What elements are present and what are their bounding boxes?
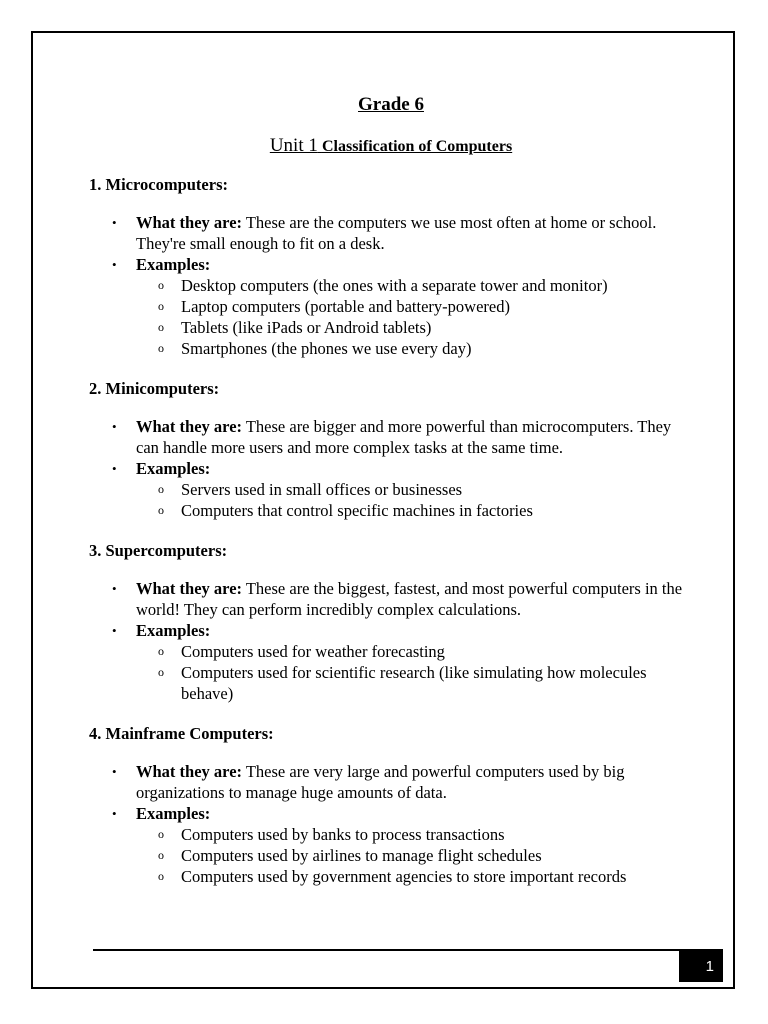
bullet-icon: • xyxy=(112,419,117,434)
examples-list xyxy=(136,641,689,704)
sub-bullet-icon: o xyxy=(158,341,164,355)
examples-item xyxy=(89,803,689,887)
section-heading: 3. Supercomputers: xyxy=(89,541,228,560)
unit-title xyxy=(89,133,689,159)
sub-bullet-icon: o xyxy=(158,869,164,883)
section-gap xyxy=(89,704,689,723)
example-text: Computers used for weather forecasting xyxy=(181,642,445,661)
sections-container xyxy=(89,174,689,887)
sub-bullet-icon: o xyxy=(158,827,164,841)
document-body xyxy=(89,90,689,887)
examples-label: Examples: xyxy=(136,804,211,823)
what-label: What they are: xyxy=(136,579,243,598)
bullet-icon: • xyxy=(112,623,117,638)
examples-label: Examples: xyxy=(136,459,211,478)
what-they-are-item xyxy=(89,212,689,254)
unit-number: Unit 1 xyxy=(269,135,318,156)
bullet-icon: • xyxy=(112,215,117,230)
example-text: Laptop computers (portable and battery-powered) xyxy=(181,297,510,316)
what-label: What they are: xyxy=(136,417,243,436)
section-1 xyxy=(89,174,689,359)
unit-name: Classification of Computers xyxy=(321,138,513,155)
section-heading: 4. Mainframe Computers: xyxy=(89,724,274,743)
sub-bullet-icon: o xyxy=(158,299,164,313)
example-item xyxy=(136,824,689,845)
example-text: Servers used in small offices or businesses xyxy=(181,480,463,499)
what-label: What they are: xyxy=(136,213,243,232)
section-list xyxy=(89,212,689,359)
bullet-icon: • xyxy=(112,806,117,821)
sub-bullet-icon: o xyxy=(158,848,164,862)
section-list xyxy=(89,578,689,704)
example-item xyxy=(136,500,689,521)
what-text: These are very large and powerful computers used by big organizations to manage huge amounts of data. xyxy=(136,762,625,802)
examples-item xyxy=(89,254,689,359)
example-text: Computers used by banks to process transactions xyxy=(181,825,505,844)
section-4 xyxy=(89,704,689,887)
example-item xyxy=(136,845,689,866)
what-they-are-item xyxy=(89,416,689,458)
bullet-icon: • xyxy=(112,461,117,476)
examples-list xyxy=(136,479,689,521)
sub-bullet-icon: o xyxy=(158,503,164,517)
what-they-are-item xyxy=(89,578,689,620)
section-gap xyxy=(89,521,689,540)
example-text: Computers that control specific machines in factories xyxy=(181,501,533,520)
section-2 xyxy=(89,359,689,521)
example-item xyxy=(136,317,689,338)
what-text: These are bigger and more powerful than microcomputers. They can handle more users and more complex tasks at the same time. xyxy=(136,417,672,457)
bullet-icon: • xyxy=(112,764,117,779)
section-3 xyxy=(89,521,689,704)
bullet-icon: • xyxy=(112,581,117,596)
what-text: These are the biggest, fastest, and most powerful computers in the world! They can perform incredibly complex calculations. xyxy=(136,579,683,619)
example-item xyxy=(136,641,689,662)
what-label: What they are: xyxy=(136,762,243,781)
section-heading: 1. Microcomputers: xyxy=(89,175,228,194)
what-text: These are the computers we use most often at home or school. They're small enough to fit on a desk. xyxy=(136,213,657,253)
sub-bullet-icon: o xyxy=(158,665,164,679)
footer-divider xyxy=(93,949,723,951)
example-text: Smartphones (the phones we use every day) xyxy=(181,339,472,358)
page-number: 1 xyxy=(679,950,723,982)
example-item xyxy=(136,338,689,359)
examples-item xyxy=(89,620,689,704)
section-gap xyxy=(89,359,689,378)
bullet-icon: • xyxy=(112,257,117,272)
sub-bullet-icon: o xyxy=(158,320,164,334)
example-text: Tablets (like iPads or Android tablets) xyxy=(181,318,432,337)
example-item xyxy=(136,866,689,887)
examples-item xyxy=(89,458,689,521)
example-item xyxy=(136,479,689,500)
what-they-are-item xyxy=(89,761,689,803)
sub-bullet-icon: o xyxy=(158,482,164,496)
section-heading: 2. Minicomputers: xyxy=(89,379,220,398)
example-text: Desktop computers (the ones with a separate tower and monitor) xyxy=(181,276,608,295)
section-list xyxy=(89,761,689,887)
sub-bullet-icon: o xyxy=(158,644,164,658)
example-text: Computers used for scientific research (like simulating how molecules behave) xyxy=(181,663,647,703)
example-item xyxy=(136,275,689,296)
examples-label: Examples: xyxy=(136,621,211,640)
example-item xyxy=(136,296,689,317)
sub-bullet-icon: o xyxy=(158,278,164,292)
examples-list xyxy=(136,824,689,887)
examples-label: Examples: xyxy=(136,255,211,274)
example-text: Computers used by airlines to manage flight schedules xyxy=(181,846,542,865)
section-list xyxy=(89,416,689,521)
grade-title: Grade 6 xyxy=(358,94,424,115)
example-item xyxy=(136,662,689,704)
example-text: Computers used by government agencies to store important records xyxy=(181,867,627,886)
examples-list xyxy=(136,275,689,359)
